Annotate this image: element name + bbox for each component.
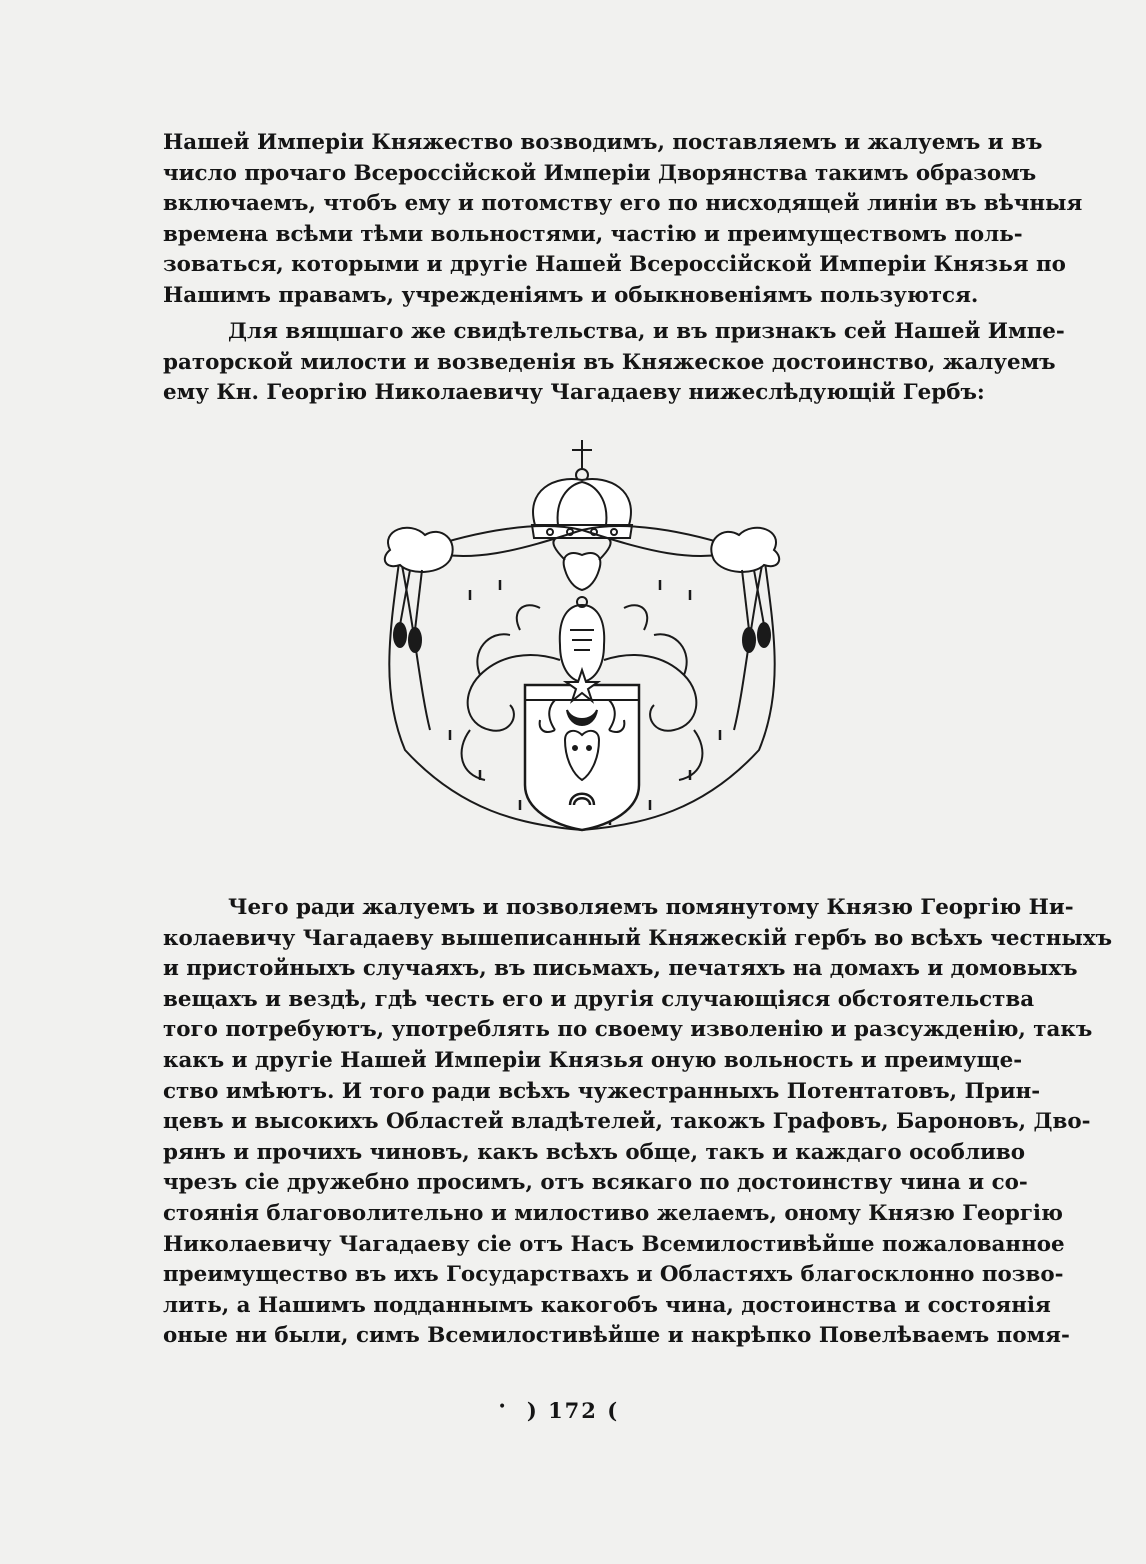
ink-dot: •: [498, 1399, 507, 1415]
text-line: какъ и другiе Нашей Имперiи Князья оную вольность и преимуще-: [163, 1047, 1023, 1073]
text-line: цевъ и высокихъ Областей владѣтелей, такожъ Графовъ, Бароновъ, Дво-: [163, 1109, 1091, 1135]
text-line: Нашей Имперiи Княжество возводимъ, поставляемъ и жалуемъ и въ: [163, 130, 1043, 155]
coat-of-arms-illustration: [360, 430, 790, 850]
text-line: того потребуютъ, употреблять по своему изволенiю и разсужденiю, такъ: [163, 1017, 1093, 1043]
text-line: зоваться, которыми и другiе Нашей Всероссiйской Имперiи Князья по: [163, 252, 1066, 278]
text-line: стоянiя благоволительно и милостиво желаемъ, оному Князю Георгiю: [163, 1200, 1063, 1226]
text-line: времена всѣми тѣми вольностями, частiю и преимуществомъ поль-: [163, 221, 1023, 247]
text-line: колаевичу Чагадаеву вышеписанный Княжескiй гербъ во всѣхъ честныхъ: [163, 925, 1113, 951]
text-line: лить, а Нашимъ подданнымъ какогобъ чина, достоинства и состоянiя: [163, 1292, 1051, 1318]
text-line: оные ни были, симъ Всемилостивѣйше и накрѣпко Повелѣваемъ помя-: [163, 1323, 1070, 1349]
text-line: ему Кн. Георгiю Николаевичу Чагадаеву нижеслѣдующiй Гербъ:: [163, 380, 985, 406]
paragraph-2: [163, 317, 1065, 409]
text-line: ство имѣютъ. И того ради всѣхъ чужестранныхъ Потентатовъ, Прин-: [163, 1078, 1041, 1104]
shield-icon: [525, 670, 639, 830]
text-line: Николаевичу Чагадаеву сiе отъ Насъ Всемилостивѣйше пожалованное: [163, 1231, 1065, 1257]
text-line: включаемъ, чтобъ ему и потомству его по нисходящей линiи въ вѣчныя: [163, 191, 1083, 217]
text-line: число прочаго Всероссiйской Имперiи Дворянства такимъ образомъ: [163, 160, 1037, 186]
text-line: раторской милости и возведенiя въ Княжеское достоинство, жалуемъ: [163, 349, 1056, 375]
text-line: рянъ и прочихъ чиновъ, какъ всѣхъ обще, такъ и каждаго особливо: [163, 1139, 1026, 1165]
text-line: Нашимъ правамъ, учрежденiямъ и обыкновенiямъ пользуются.: [163, 282, 979, 308]
page-number: ) 172 (: [526, 1398, 620, 1423]
paragraph-1: [163, 128, 1083, 312]
crown-icon: [532, 440, 632, 538]
text-line: Чего ради жалуемъ и позволяемъ помянутому Князю Георгiю Ни-: [228, 895, 1074, 920]
text-line: преимущество въ ихъ Государствахъ и Областяхъ благосклонно позво-: [163, 1262, 1064, 1288]
text-line: Для вящшаго же свидѣтельства, и въ признакъ сей Нашей Импе-: [228, 319, 1065, 344]
text-line: чрезъ сiе дружебно просимъ, отъ всякаго по достоинству чина и со-: [163, 1170, 1028, 1196]
text-line: вещахъ и вездѣ, гдѣ честь его и другiя случающiяся обстоятельства: [163, 986, 1035, 1012]
text-line: и пристойныхъ случаяхъ, въ письмахъ, печатяхъ на домахъ и домовыхъ: [163, 956, 1078, 982]
paragraph-3: [163, 893, 1113, 1352]
